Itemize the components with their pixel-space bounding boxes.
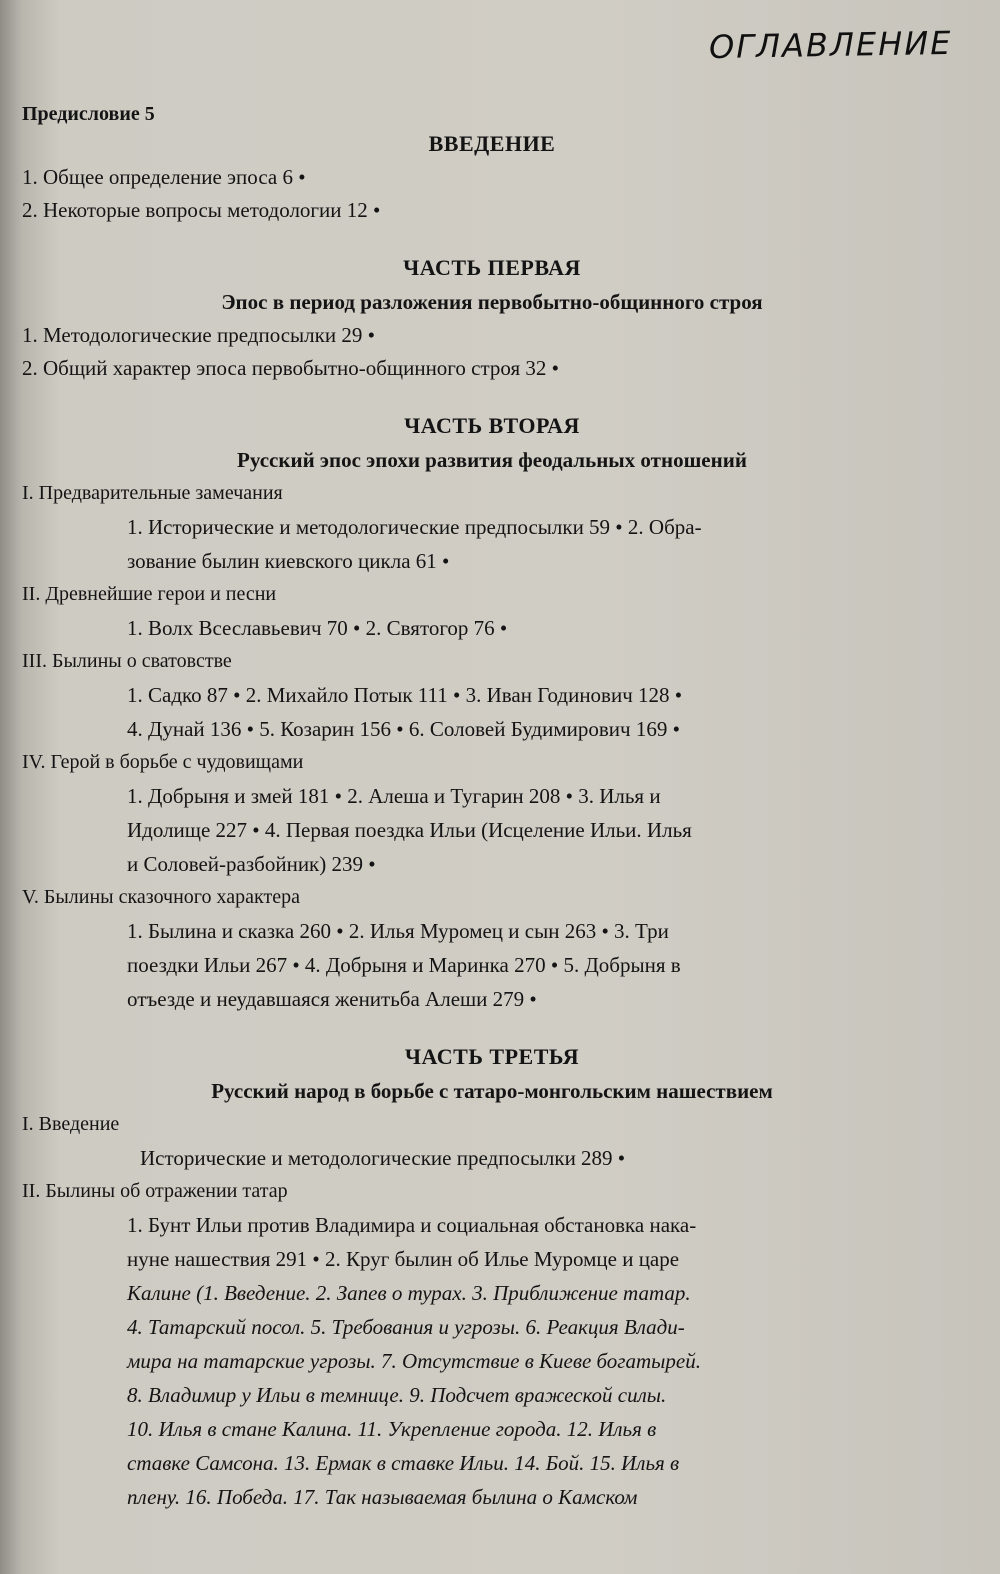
entry-line: мира на татарские угрозы. 7. Отсутствие в Киеве богатырей.: [127, 1349, 701, 1373]
intro-item: 1. Общее определение эпоса 6 •: [22, 165, 306, 189]
entry-line: 1. Былина и сказка 260 • 2. Илья Муромец и сын 263 • 3. Три: [127, 919, 669, 943]
part1-title: ЧАСТЬ ПЕРВАЯ: [403, 255, 581, 280]
preface-entry: Предисловие 5: [22, 103, 155, 125]
part2-section-entries: [22, 678, 962, 746]
entry-line: ставке Самсона. 13. Ермак в ставке Ильи. 14. Бой. 15. Илья в: [127, 1451, 680, 1475]
intro-item: 2. Некоторые вопросы методологии 12 •: [22, 198, 381, 222]
entry-line: 10. Илья в стане Калина. 11. Укрепление города. 12. Илья в: [127, 1417, 657, 1441]
entry-line: Исторические и методологические предпосылки 289 •: [140, 1146, 626, 1170]
part1-subtitle: Эпос в период разложения первобытно-общинного строя: [221, 290, 763, 314]
entry-line: 8. Владимир у Ильи в темнице. 9. Подсчет вражеской силы.: [127, 1383, 667, 1407]
entry-line: Идолище 227 • 4. Первая поездка Ильи (Исцеление Ильи. Илья: [127, 818, 692, 842]
part2-title: ЧАСТЬ ВТОРАЯ: [404, 413, 580, 438]
entry-line: 1. Бунт Ильи против Владимира и социальная обстановка нака-: [127, 1213, 697, 1237]
part1-item: 1. Методологические предпосылки 29 •: [22, 323, 375, 347]
entry-line: 4. Татарский посол. 5. Требования и угрозы. 6. Реакция Влади-: [127, 1315, 685, 1339]
entry-line: нуне нашествия 291 • 2. Круг былин об Илье Муромце и царе: [127, 1247, 680, 1271]
part2-section-heading: II. Древнейшие герои и песни: [22, 583, 277, 605]
entry-line: отъезде и неудавшаяся женитьба Алеши 279 •: [127, 987, 537, 1011]
part2-section-heading: V. Былины сказочного характера: [22, 886, 300, 908]
part1-item: 2. Общий характер эпоса первобытно-общинного строя 32 •: [22, 356, 560, 380]
part3-section-entries: [22, 1208, 962, 1514]
entry-line: 1. Садко 87 • 2. Михайло Потык 111 • 3. Иван Годинович 128 •: [127, 683, 683, 707]
part2-section-entries: [22, 510, 962, 578]
part2-section-entries: [22, 914, 962, 1016]
part2-section-heading: III. Былины о сватовстве: [22, 650, 232, 672]
part2-section-entries: [22, 611, 962, 645]
entry-line: и Соловей-разбойник) 239 •: [127, 852, 376, 876]
entry-line: 4. Дунай 136 • 5. Козарин 156 • 6. Соловей Будимирович 169 •: [127, 717, 680, 741]
part3-section-entries: [22, 1141, 962, 1175]
part3-section-heading: II. Былины об отражении татар: [22, 1180, 288, 1202]
handwritten-title: ОГЛАВЛЕНИЕ: [708, 23, 953, 67]
table-of-contents: [22, 98, 962, 1514]
part3-subtitle: Русский народ в борьбе с татаро-монгольским нашествием: [211, 1079, 773, 1103]
entry-line: поездки Ильи 267 • 4. Добрыня и Маринка 270 • 5. Добрыня в: [127, 953, 681, 977]
part2-section-heading: IV. Герой в борьбе с чудовищами: [22, 751, 304, 773]
entry-line: 1. Исторические и методологические предпосылки 59 • 2. Обра-: [127, 515, 702, 539]
entry-line: 1. Волх Всеславьевич 70 • 2. Святогор 76 •: [127, 616, 508, 640]
part2-subtitle: Русский эпос эпохи развития феодальных отношений: [237, 448, 747, 472]
entry-line: зование былин киевского цикла 61 •: [127, 549, 450, 573]
entry-line: 1. Добрыня и змей 181 • 2. Алеша и Тугарин 208 • 3. Илья и: [127, 784, 661, 808]
entry-line: Калине (1. Введение. 2. Запев о турах. 3. Приближение татар.: [127, 1281, 691, 1305]
part2-section-heading: I. Предварительные замечания: [22, 482, 283, 504]
intro-title: ВВЕДЕНИЕ: [428, 131, 556, 156]
part3-section-heading: I. Введение: [22, 1113, 120, 1135]
entry-line: плену. 16. Победа. 17. Так называемая былина о Камском: [127, 1485, 638, 1509]
part2-section-entries: [22, 779, 962, 881]
part3-title: ЧАСТЬ ТРЕТЬЯ: [404, 1044, 580, 1069]
